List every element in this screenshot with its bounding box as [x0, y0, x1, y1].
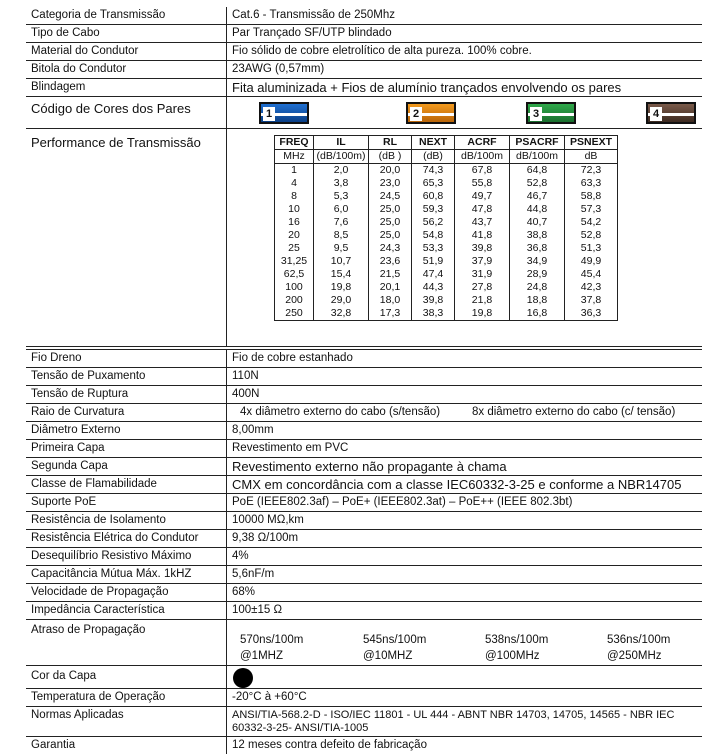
- spec-row: [26, 566, 702, 584]
- table-cell: 45,4: [565, 268, 618, 281]
- spec-label: Suporte PoE: [31, 496, 97, 508]
- table-row: [275, 216, 618, 229]
- table-cell: 40,7: [510, 216, 565, 229]
- spec-value: CMX em concordância com a classe IEC60332-3-25 e conforme a NBR14705: [232, 477, 682, 492]
- spec-value: -20°C à +60°C: [232, 691, 307, 703]
- spec-row: [26, 61, 702, 79]
- table-cell: 57,3: [565, 203, 618, 216]
- table-unit-cell: dB/100m: [455, 150, 510, 164]
- table-cell: 44,3: [412, 281, 455, 294]
- table-cell: 6,0: [314, 203, 369, 216]
- table-cell: 7,6: [314, 216, 369, 229]
- table-cell: 52,8: [510, 177, 565, 190]
- pair-swatch: [646, 102, 696, 124]
- table-cell: 24,8: [510, 281, 565, 294]
- spec-label: Blindagem: [31, 81, 86, 93]
- delay-frequency: @10MHZ: [363, 650, 413, 662]
- table-unit-cell: MHz: [275, 150, 314, 164]
- spec-label: Capacitância Mútua Máx. 1kHZ: [31, 568, 192, 580]
- table-cell: 200: [275, 294, 314, 307]
- table-cell: 250: [275, 307, 314, 321]
- table-cell: 54,2: [565, 216, 618, 229]
- performance-label: Performance de Transmissão: [31, 135, 201, 150]
- table-cell: 36,3: [565, 307, 618, 321]
- spec-value: 110N: [232, 370, 259, 382]
- table-header-cell: PSACRF: [510, 136, 565, 150]
- pair-number: 3: [530, 107, 542, 121]
- table-cell: 58,8: [565, 190, 618, 203]
- table-header-cell: RL: [369, 136, 412, 150]
- table-cell: 63,3: [565, 177, 618, 190]
- table-cell: 29,0: [314, 294, 369, 307]
- table-unit-cell: (dB ): [369, 150, 412, 164]
- spec-value: 5,6nF/m: [232, 568, 275, 580]
- table-cell: 20,1: [369, 281, 412, 294]
- table-cell: 31,9: [455, 268, 510, 281]
- delay-frequency: @100MHz: [485, 650, 540, 662]
- table-cell: 20: [275, 229, 314, 242]
- spec-row: [26, 512, 702, 530]
- spec-value: Par Trançado SF/UTP blindado: [232, 27, 392, 39]
- table-cell: 25,0: [369, 203, 412, 216]
- table-cell: 39,8: [455, 242, 510, 255]
- table-cell: 25,0: [369, 216, 412, 229]
- spec-label: Garantia: [31, 739, 76, 751]
- table-cell: 44,8: [510, 203, 565, 216]
- spec-row: [26, 548, 702, 566]
- table-cell: 3,8: [314, 177, 369, 190]
- delay-row: [26, 620, 702, 666]
- spec-value-continued: 60332-3-25- ANSI/TIA-1005: [232, 722, 369, 734]
- pair-swatch: [526, 102, 576, 124]
- delay-item: [485, 632, 548, 664]
- curvature-with-tension: 8x diâmetro externo do cabo (c/ tensão): [472, 406, 676, 418]
- table-cell: 38,8: [510, 229, 565, 242]
- table-cell: 65,3: [412, 177, 455, 190]
- spec-row: [26, 584, 702, 602]
- table-cell: 37,8: [565, 294, 618, 307]
- delay-item: [607, 632, 670, 664]
- spec-label: Impedância Característica: [31, 604, 165, 616]
- spec-row: [26, 737, 702, 755]
- spec-label: Tensão de Ruptura: [31, 388, 129, 400]
- spec-label: Resistência Elétrica do Condutor: [31, 532, 199, 544]
- delay-frequency: @250MHz: [607, 650, 662, 662]
- spec-value: 4%: [232, 550, 249, 562]
- spec-label: Atraso de Propagação: [31, 624, 146, 636]
- spec-value: 10000 MΩ,km: [232, 514, 304, 526]
- curvature-no-tension: 4x diâmetro externo do cabo (s/tensão): [240, 406, 441, 418]
- table-units-row: [275, 150, 618, 164]
- table-cell: 42,3: [565, 281, 618, 294]
- spec-row: [26, 440, 702, 458]
- table-cell: 34,9: [510, 255, 565, 268]
- spec-label: Cor da Capa: [31, 670, 97, 682]
- table-cell: 20,0: [369, 164, 412, 178]
- delay-value: 538ns/100m: [485, 634, 549, 646]
- table-row: [275, 242, 618, 255]
- table-unit-cell: dB: [565, 150, 618, 164]
- table-cell: 24,5: [369, 190, 412, 203]
- table-unit-cell: (dB/100m): [314, 150, 369, 164]
- table-cell: 2,0: [314, 164, 369, 178]
- delay-item: [240, 632, 303, 664]
- spec-label: Temperatura de Operação: [31, 691, 166, 703]
- table-header-cell: FREQ: [275, 136, 314, 150]
- table-cell: 8: [275, 190, 314, 203]
- table-cell: 47,4: [412, 268, 455, 281]
- spec-label: Raio de Curvatura: [31, 406, 125, 418]
- performance-table: [274, 135, 618, 321]
- table-row: [275, 190, 618, 203]
- table-cell: 43,7: [455, 216, 510, 229]
- table-row: [275, 177, 618, 190]
- table-cell: 23,6: [369, 255, 412, 268]
- spec-row: [26, 350, 702, 368]
- table-cell: 25,0: [369, 229, 412, 242]
- spec-row: [26, 422, 702, 440]
- jacket-color-row: [26, 666, 702, 689]
- spec-value: 400N: [232, 388, 260, 400]
- table-cell: 15,4: [314, 268, 369, 281]
- table-cell: 18,8: [510, 294, 565, 307]
- delay-value: 536ns/100m: [607, 634, 671, 646]
- table-cell: 16,8: [510, 307, 565, 321]
- table-cell: 9,5: [314, 242, 369, 255]
- spec-row: [26, 25, 702, 43]
- spec-row: [26, 404, 702, 422]
- pair-swatch: [259, 102, 309, 124]
- spec-row: [26, 602, 702, 620]
- table-cell: 49,9: [565, 255, 618, 268]
- table-cell: 36,8: [510, 242, 565, 255]
- spec-value: Fio sólido de cobre eletrolítico de alta pureza. 100% cobre.: [232, 45, 532, 57]
- pair-swatch: [406, 102, 456, 124]
- spec-row: [26, 43, 702, 61]
- spec-row: [26, 530, 702, 548]
- spec-label: Tipo de Cabo: [31, 27, 100, 39]
- delay-value: 545ns/100m: [363, 634, 427, 646]
- spec-value: Cat.6 - Transmissão de 250Mhz: [232, 9, 395, 21]
- table-cell: 51,9: [412, 255, 455, 268]
- table-cell: 51,3: [565, 242, 618, 255]
- spec-label: Velocidade de Propagação: [31, 586, 169, 598]
- table-cell: 16: [275, 216, 314, 229]
- spec-label: Resistência de Isolamento: [31, 514, 166, 526]
- table-header-row: [275, 136, 618, 150]
- delay-value: 570ns/100m: [240, 634, 304, 646]
- table-cell: 23,0: [369, 177, 412, 190]
- table-cell: 1: [275, 164, 314, 178]
- table-cell: 41,8: [455, 229, 510, 242]
- spec-value: 68%: [232, 586, 256, 598]
- table-cell: 46,7: [510, 190, 565, 203]
- table-cell: 62,5: [275, 268, 314, 281]
- table-row: [275, 307, 618, 321]
- table-row: [275, 164, 618, 178]
- table-cell: 52,8: [565, 229, 618, 242]
- table-cell: 24,3: [369, 242, 412, 255]
- table-row: [275, 281, 618, 294]
- table-cell: 10: [275, 203, 314, 216]
- spec-value: PoE (IEEE802.3af) – PoE+ (IEEE802.3at) – PoE++ (IEEE 802.3bt): [232, 496, 573, 508]
- spec-label: Material do Condutor: [31, 45, 139, 57]
- pair-number: 1: [263, 107, 275, 121]
- spec-value: Revestimento externo não propagante à chama: [232, 459, 507, 474]
- table-cell: 64,8: [510, 164, 565, 178]
- spec-label: Segunda Capa: [31, 460, 108, 472]
- spec-label: Primeira Capa: [31, 442, 105, 454]
- table-cell: 10,7: [314, 255, 369, 268]
- table-cell: 53,3: [412, 242, 455, 255]
- table-cell: 8,5: [314, 229, 369, 242]
- table-cell: 100: [275, 281, 314, 294]
- spec-value: 100±15 Ω: [232, 604, 283, 616]
- spec-value: ANSI/TIA-568.2-D - ISO/IEC 11801 - UL 444 - ABNT NBR 14703, 14705, 14565 - NBR IEC: [232, 709, 675, 721]
- color-code-label: Código de Cores dos Pares: [31, 101, 191, 116]
- table-cell: 72,3: [565, 164, 618, 178]
- spec-value: 8,00mm: [232, 424, 274, 436]
- table-cell: 21,5: [369, 268, 412, 281]
- table-cell: 60,8: [412, 190, 455, 203]
- pair-number: 2: [410, 107, 422, 121]
- table-header-cell: PSNEXT: [565, 136, 618, 150]
- table-cell: 17,3: [369, 307, 412, 321]
- spec-label: Classe de Flamabilidade: [31, 478, 157, 490]
- jacket-color-dot: [233, 668, 253, 688]
- table-row: [275, 255, 618, 268]
- pair-color-swatches: [259, 102, 699, 128]
- delay-item: [363, 632, 426, 664]
- table-cell: 19,8: [314, 281, 369, 294]
- table-cell: 31,25: [275, 255, 314, 268]
- spec-row: [26, 368, 702, 386]
- spec-label: Categoria de Transmissão: [31, 9, 166, 21]
- table-cell: 21,8: [455, 294, 510, 307]
- table-cell: 47,8: [455, 203, 510, 216]
- pair-number: 4: [650, 107, 662, 121]
- table-unit-cell: dB/100m: [510, 150, 565, 164]
- table-header-cell: NEXT: [412, 136, 455, 150]
- spec-value: 9,38 Ω/100m: [232, 532, 299, 544]
- table-cell: 39,8: [412, 294, 455, 307]
- table-cell: 37,9: [455, 255, 510, 268]
- spec-row: [26, 707, 702, 737]
- table-cell: 74,3: [412, 164, 455, 178]
- table-cell: 59,3: [412, 203, 455, 216]
- table-cell: 67,8: [455, 164, 510, 178]
- table-cell: 18,0: [369, 294, 412, 307]
- spec-row: [26, 386, 702, 404]
- table-row: [275, 203, 618, 216]
- spec-row: [26, 494, 702, 512]
- spec-label: Diâmetro Externo: [31, 424, 121, 436]
- spec-row: [26, 476, 702, 494]
- table-cell: 28,9: [510, 268, 565, 281]
- spec-value: 12 meses contra defeito de fabricação: [232, 739, 427, 751]
- table-cell: 32,8: [314, 307, 369, 321]
- table-cell: 49,7: [455, 190, 510, 203]
- table-header-cell: IL: [314, 136, 369, 150]
- spec-label: Normas Aplicadas: [31, 709, 124, 721]
- table-row: [275, 268, 618, 281]
- table-header-cell: ACRF: [455, 136, 510, 150]
- table-cell: 54,8: [412, 229, 455, 242]
- table-cell: 25: [275, 242, 314, 255]
- spec-value: Fita aluminizada + Fios de alumínio trançados envolvendo os pares: [232, 80, 622, 95]
- spec-label: Tensão de Puxamento: [31, 370, 146, 382]
- spec-row: [26, 7, 702, 25]
- table-row: [275, 229, 618, 242]
- delay-frequency: @1MHZ: [240, 650, 283, 662]
- table-cell: 19,8: [455, 307, 510, 321]
- table-cell: 56,2: [412, 216, 455, 229]
- spec-value: 23AWG (0,57mm): [232, 63, 325, 75]
- table-cell: 38,3: [412, 307, 455, 321]
- table-cell: 55,8: [455, 177, 510, 190]
- table-row: [275, 294, 618, 307]
- spec-label: Desequilíbrio Resistivo Máximo: [31, 550, 192, 562]
- spec-label: Fio Dreno: [31, 352, 82, 364]
- table-unit-cell: (dB): [412, 150, 455, 164]
- spec-value: Revestimento em PVC: [232, 442, 349, 454]
- spec-row: [26, 689, 702, 707]
- table-cell: 27,8: [455, 281, 510, 294]
- table-cell: 5,3: [314, 190, 369, 203]
- spec-row: [26, 79, 702, 97]
- spec-value: Fio de cobre estanhado: [232, 352, 353, 364]
- table-cell: 4: [275, 177, 314, 190]
- spec-label: Bitola do Condutor: [31, 63, 127, 75]
- spec-row: [26, 458, 702, 476]
